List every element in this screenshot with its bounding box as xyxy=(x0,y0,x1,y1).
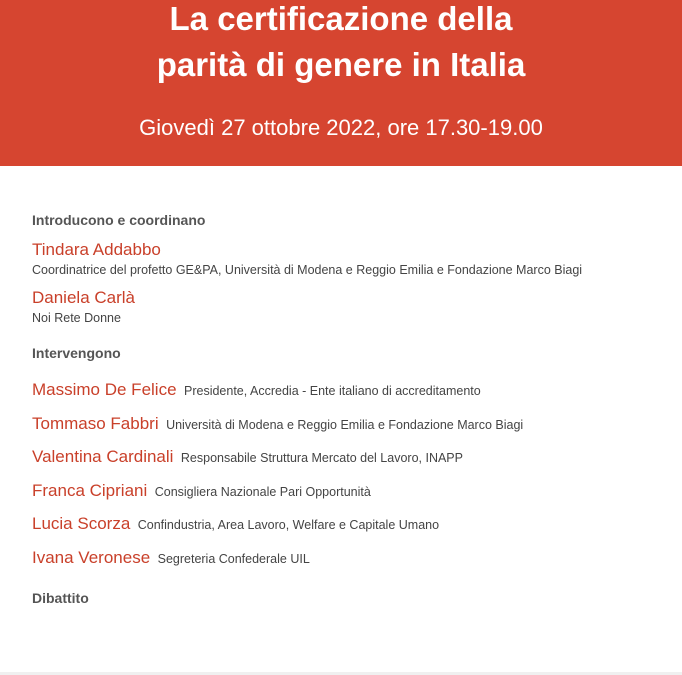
person-role: Noi Rete Donne xyxy=(32,311,121,325)
speaker-name: Lucia Scorza xyxy=(32,514,131,534)
program-content xyxy=(32,210,672,608)
intro-heading: Introducono e coordinano xyxy=(32,212,206,228)
speaker-role: Università di Modena e Reggio Emilia e Fondazione Marco Biagi xyxy=(166,417,524,432)
speaker-item xyxy=(32,412,672,437)
header-banner xyxy=(0,0,682,166)
speaker-name: Valentina Cardinali xyxy=(32,447,174,467)
speaker-name: Massimo De Felice xyxy=(32,380,177,399)
speaker-name: Tommaso Fabbri xyxy=(32,413,159,433)
intro-person xyxy=(32,239,672,279)
speaker-role: Consigliera Nazionale Pari Opportunità xyxy=(154,484,371,499)
speaker-role: Confindustria, Area Lavoro, Welfare e Capitale Umano xyxy=(137,518,440,533)
person-name: Tindara Addabbo xyxy=(32,240,161,259)
intro-person xyxy=(32,287,672,327)
debate-heading: Dibattito xyxy=(32,589,89,606)
event-title-line-1: La certificazione della xyxy=(169,0,513,37)
intro-list xyxy=(32,239,672,327)
speaker-name: Franca Cipriani xyxy=(32,480,148,500)
person-name: Daniela Carlà xyxy=(32,288,135,307)
event-date: Giovedì 27 ottobre 2022, ore 17.30-19.00 xyxy=(139,115,543,140)
event-title-line-2: parità di genere in Italia xyxy=(156,46,526,83)
speakers-list xyxy=(32,378,672,571)
speaker-item xyxy=(32,378,672,403)
speaker-item xyxy=(32,445,672,470)
speaker-item xyxy=(32,479,672,504)
speakers-heading: Intervengono xyxy=(32,345,121,361)
speaker-name: Ivana Veronese xyxy=(32,547,151,567)
speaker-role: Presidente, Accredia - Ente italiano di accreditamento xyxy=(184,384,481,398)
person-role: Coordinatrice del profetto GE&PA, Università di Modena e Reggio Emilia e Fondazione Marco Biagi xyxy=(32,263,583,277)
speaker-item xyxy=(32,546,672,571)
speaker-item xyxy=(32,512,672,537)
event-title xyxy=(0,0,682,88)
speaker-role: Segreteria Confederale UIL xyxy=(157,551,310,566)
speaker-role: Responsabile Struttura Mercato del Lavoro, INAPP xyxy=(180,451,463,466)
